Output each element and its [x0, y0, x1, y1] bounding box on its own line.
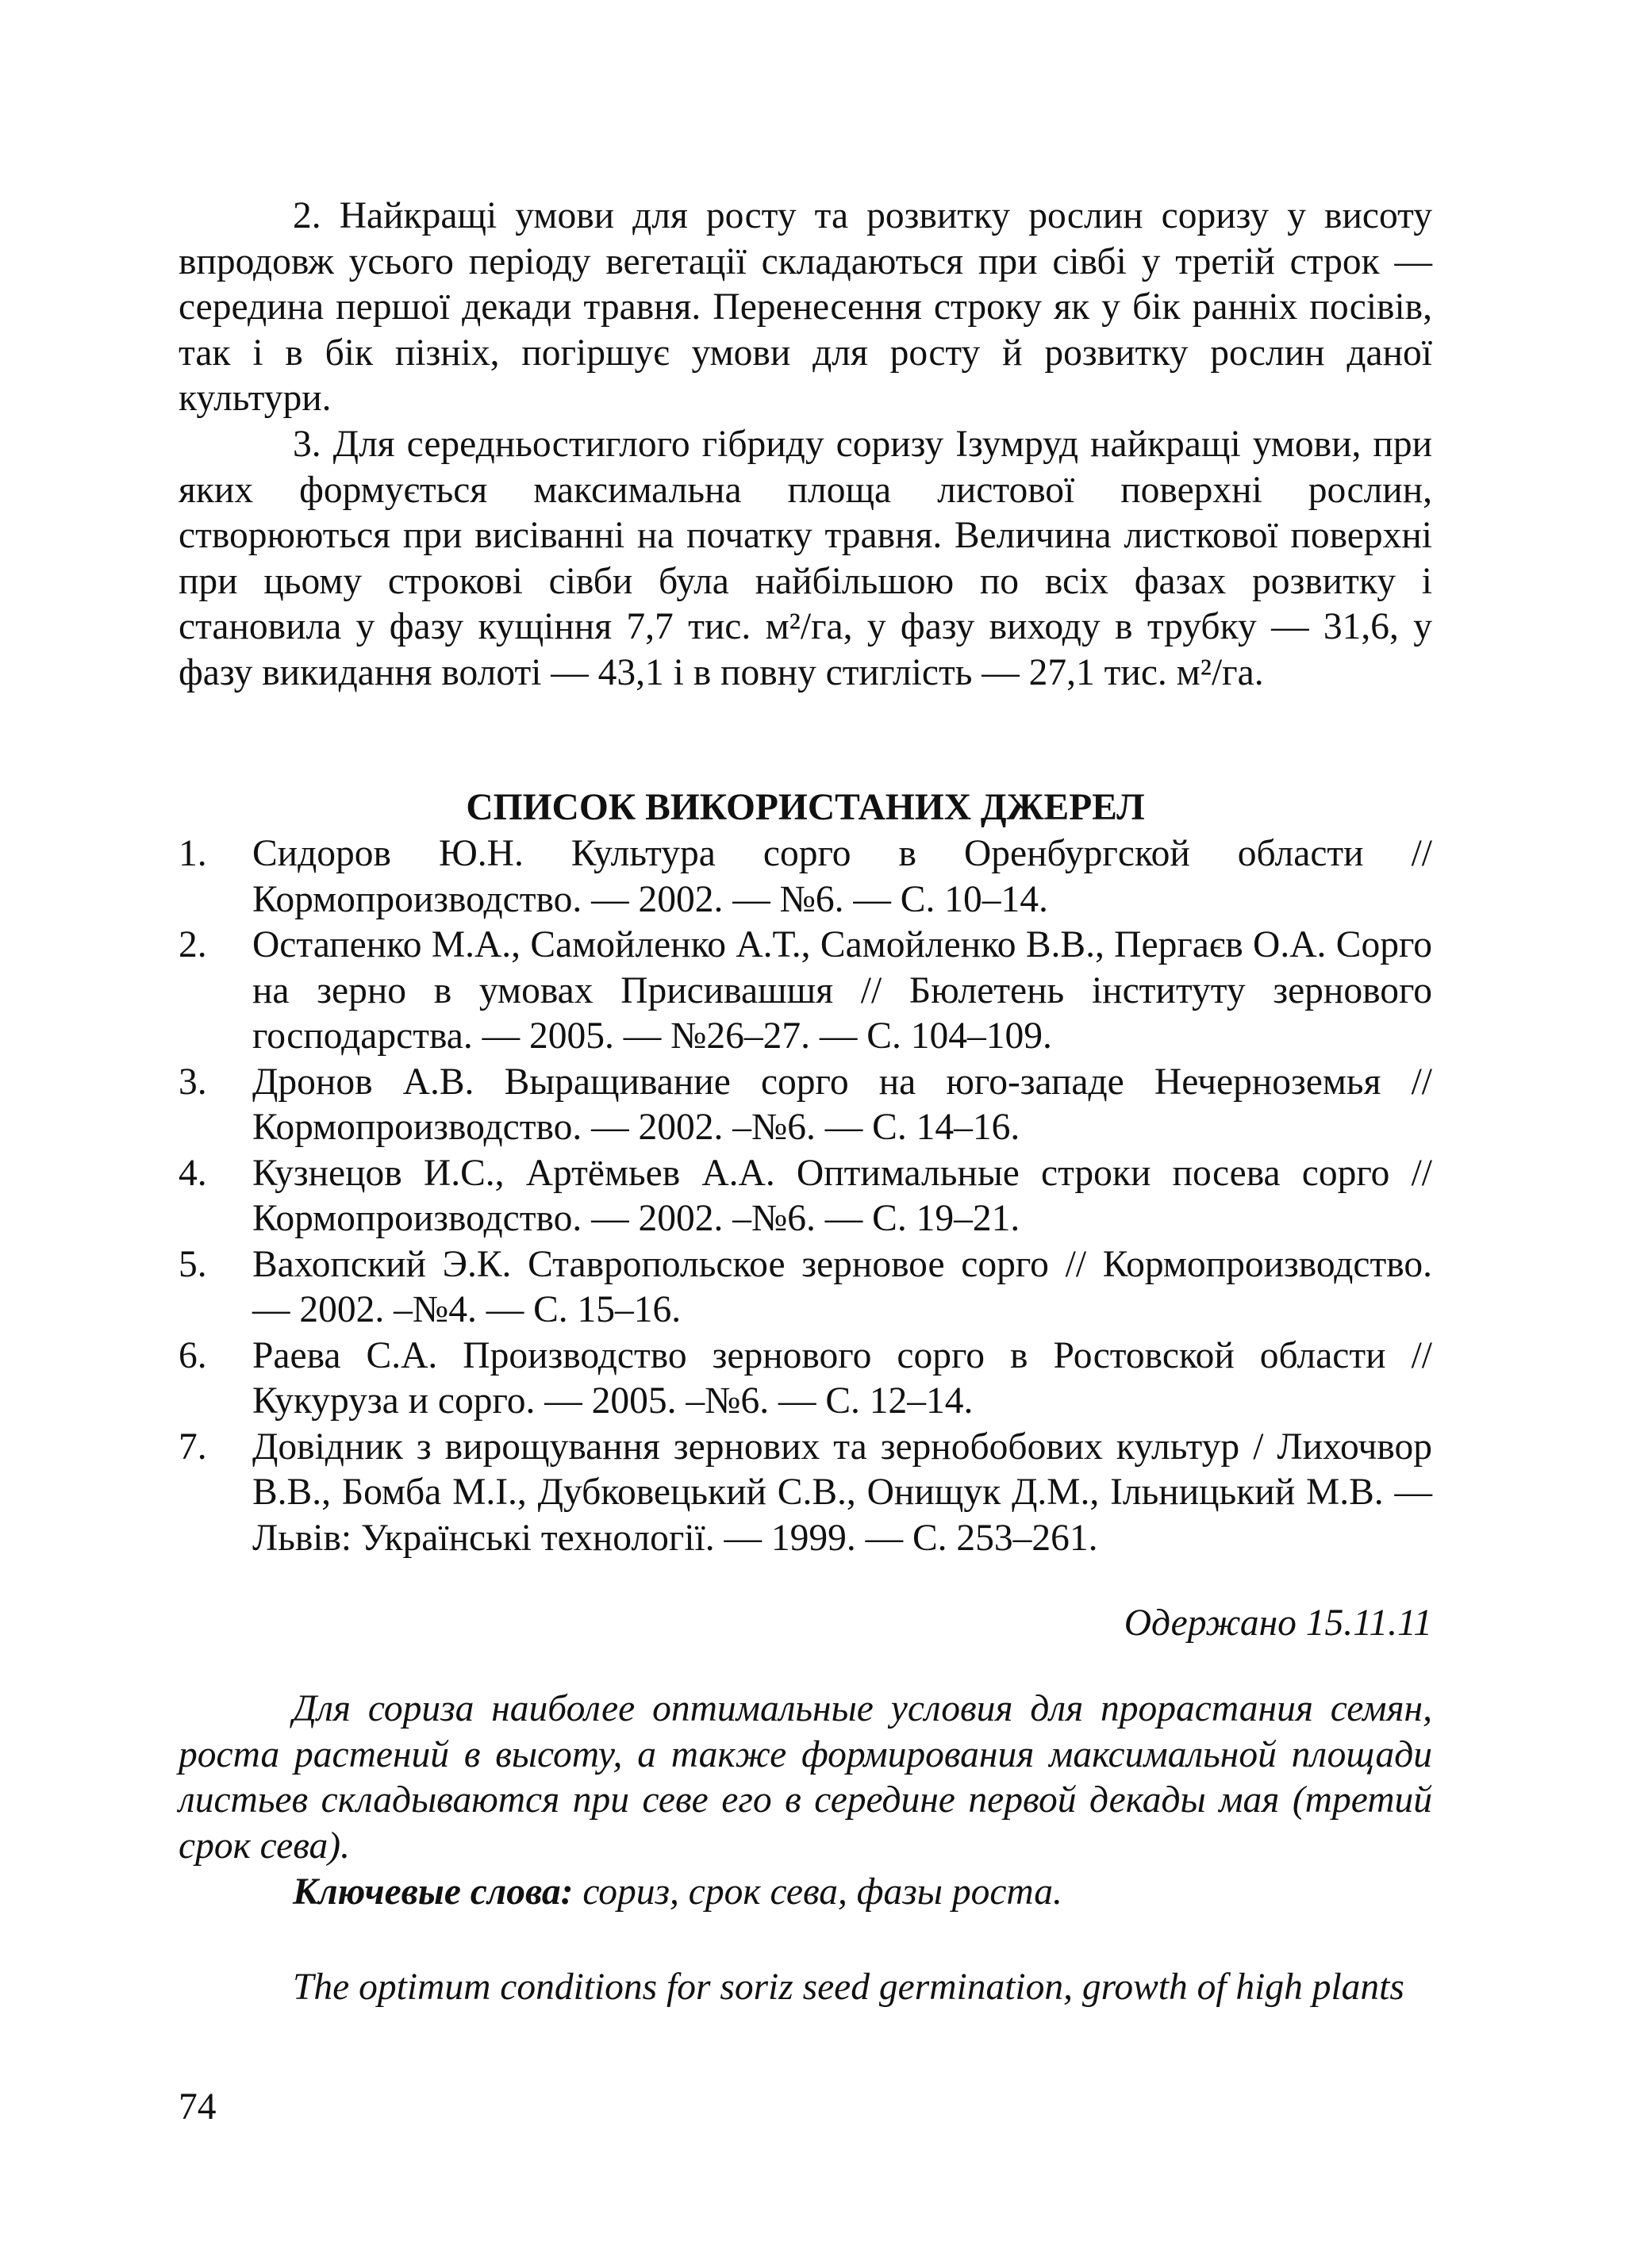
reference-text: Остапенко М.А., Самойленко А.Т., Самойленко В.В., Пергаєв О.А. Сорго на зерно в умовах Присивашшя // Бюлетень інституту зернового господарства. — 2005. — №26–27. — С. 104–109.	[252, 924, 1432, 1057]
reference-item	[179, 831, 1432, 923]
abstract-english: The optimum conditions for soriz seed germination, growth of high plants	[293, 1967, 1404, 2008]
reference-number: 2.	[179, 924, 207, 965]
conclusion-paragraph-2: 2. Найкращі умови для росту та розвитку рослин соризу у висоту впродовж усього періоду вегетації складаються при сівбі у третій строк — середина першої декади травня. Перенесення строку як у бік ранніх посівів, так і в бік пізніх, погіршує умови для росту й розвитку рослин даної культури.	[179, 195, 1432, 419]
reference-item	[179, 923, 1432, 1060]
abstract-russian: Для сориза наиболее оптимальные условия для прорастания семян, роста растений в высоту, а также формирования максимальной площади листьев складываются при севе его в середине первой декады мая (третий срок сева).	[179, 1688, 1432, 1867]
reference-number: 4.	[179, 1152, 207, 1194]
reference-text: Кузнецов И.С., Артёмьев А.А. Оптимальные строки посева сорго // Кормопроизводство. — 2002. –№6. — С. 19–21.	[252, 1152, 1432, 1239]
reference-number: 6.	[179, 1334, 207, 1376]
reference-number: 3.	[179, 1061, 207, 1103]
reference-text: Раева С.А. Производство зернового сорго в Ростовской области // Кукуруза и сорго. — 2005. –№6. — С. 12–14.	[252, 1334, 1432, 1422]
received-date: Одержано 15.11.11	[1124, 1602, 1432, 1644]
reference-text: Сидоров Ю.Н. Культура сорго в Оренбургской области // Кормопроизводство. — 2002. — №6. — С. 10–14.	[252, 833, 1432, 920]
reference-number: 5.	[179, 1243, 207, 1285]
reference-item	[179, 1425, 1432, 1562]
keywords-text: сориз, срок сева, фазы роста.	[573, 1871, 1062, 1913]
reference-number: 7.	[179, 1426, 207, 1468]
reference-number: 1.	[179, 833, 207, 874]
keywords-russian	[179, 1870, 1432, 1916]
reference-item	[179, 1242, 1432, 1334]
keywords-label: Ключевые слова:	[293, 1871, 574, 1913]
reference-item	[179, 1060, 1432, 1151]
references-title: СПИСОК ВИКОРИСТАНИХ ДЖЕРЕЛ	[466, 787, 1145, 828]
reference-item	[179, 1151, 1432, 1242]
page-number: 74	[179, 2086, 217, 2128]
reference-text: Вахопский Э.К. Ставропольское зерновое сорго // Кормопроизводство. — 2002. –№4. — С. 15–16.	[252, 1243, 1432, 1330]
references-list	[179, 831, 1432, 1561]
reference-item	[179, 1334, 1432, 1425]
reference-text: Дронов А.В. Выращивание сорго на юго-западе Нечерноземья // Кормопроизводство. — 2002. –№6. — С. 14–16.	[252, 1061, 1432, 1148]
conclusion-paragraph-3: 3. Для середньостиглого гібриду соризу Ізумруд найкращі умови, при яких формується максимальна площа листової поверхні рослин, створюються при висіванні на початку травня. Величина листкової поверхні при цьому строкові сівби була найбільшою по всіх фазах розвитку і становила у фазу кущіння 7,7 тис. м²/га, у фазу виходу в трубку — 31,6, у фазу викидання волоті — 43,1 і в повну стиглість — 27,1 тис. м²/га.	[179, 424, 1432, 693]
reference-text: Довідник з вирощування зернових та зернобобових культур / Лихочвор В.В., Бомба М.І., Дубковецький С.В., Онищук Д.М., Ільницький М.В. — Львів: Українські технології. — 1999. — С. 253–261.	[252, 1426, 1432, 1559]
